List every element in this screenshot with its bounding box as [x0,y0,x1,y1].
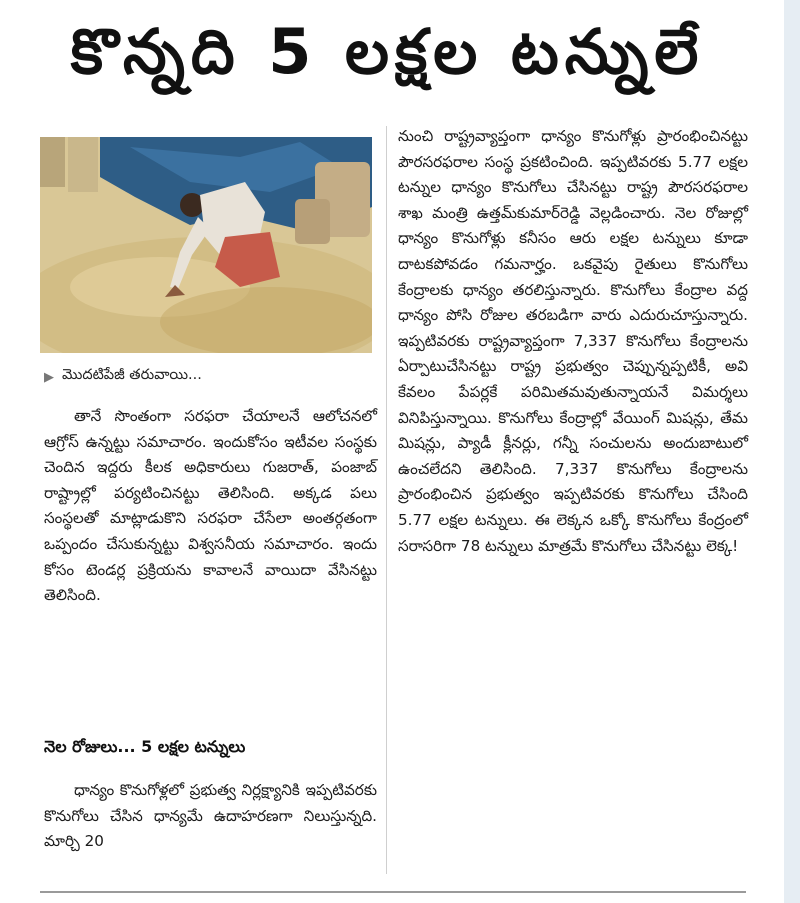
news-photo [40,137,372,353]
page-margin-strip [784,0,800,903]
subheading: నెల రోజులు... 5 లక్షల టన్నులు [44,737,246,756]
triangle-right-icon: ▶ [44,369,54,385]
body-paragraph: నుంచి రాష్ట్రవ్యాప్తంగా ధాన్యం కొనుగోళ్లు ప్రారంభించినట్టు పౌరసరఫరాల సంస్థ ప్రకటించింది. ఇప్పటివరకు 5.77 లక్షల టన్నుల ధాన్యం కొనుగోలు చేసినట్టు రాష్ట్ర పౌరసరఫరాల శాఖ మంత్రి ఉత్తమ్‌కుమార్‌రెడ్డి వెల్లడించారు. నెల రోజుల్లో ధాన్యం కొనుగోళ్లు కనీసం ఆరు లక్షల టన్నులు కూడా దాటకపోవడం గమనార్హం. ఒకవైపు రైతులు కొనుగోలు కేంద్రాలకు ధాన్యం తరలిస్తున్నారు. కొనుగోలు కేంద్రాల వద్ద ధాన్యం పోసి రోజుల తరబడిగా వారు ఎదురుచూస్తున్నారు. ఇప్పటివరకు రాష్ట్రవ్యాప్తంగా 7,337 కొనుగోలు కేంద్రాలను ఏర్పాటుచేసినట్టు రాష్ట్ర ప్రభుత్వం చెప్పున్నప్పటికీ, అవి కేవలం పేపర్లకే పరిమితమవుతున్నాయనే విమర్శలు వినిపిస్తున్నాయి. కొనుగోలు కేంద్రాల్లో వేయింగ్ మిషన్లు, తేమ మిషన్లు, ప్యాడీ క్లీనర్లు, గన్నీ సంచులను అందుబాటులో ఉంచలేదని తెలిసింది. 7,337 కొనుగోలు కేంద్రాలను ప్రారంభించిన ప్రభుత్వం ఇప్పటివరకు కొనుగోలు చేసింది 5.77 లక్షల టన్నులు. ఈ లెక్కన ఒక్కో కొనుగోలు కేంద్రంలో సరాసరిగా 78 టన్నులు మాత్రమే కొనుగోలు చేసినట్టు లెక్క! [398,127,748,555]
continued-from-front-caption [44,366,374,388]
column-divider [386,126,387,874]
body-paragraph: ధాన్యం కొనుగోళ్లలో ప్రభుత్వ నిర్లక్ష్యానికి ఇప్పటివరకు కొనుగోలు చేసిన ధాన్యమే ఉదాహరణగా నిలుస్తున్నది. మార్చి 20 [44,781,377,851]
body-paragraph: తానే సొంతంగా సరఫరా చేయాలనే ఆలోచనలో ఆగ్రోస్ ఉన్నట్టు సమాచారం. ఇందుకోసం ఇటీవల సంస్థకు చెందిన ఇద్దరు కీలక అధికారులు గుజరాత్, పంజాబ్ రాష్ట్రాల్లో పర్యటించినట్టు తెలిసింది. అక్కడ పలు సంస్థలతో మాట్లాడుకొని సరఫరా చేసేలా అంతర్గతంగా ఒప్పందం చేసుకున్నట్టు విశ్వసనీయ సమాచారం. ఇందు కోసం టెండర్ల ప్రక్రియను కావాలనే వాయిదా వేసినట్టు తెలిసింది. [44,407,377,605]
left-column-top [44,404,377,609]
caption-text: మొదటిపేజీ తరువాయి... [62,367,202,383]
farmer-drying-paddy-illustration [40,137,372,353]
right-column [398,124,748,559]
left-column-bottom [44,778,377,855]
bottom-divider [40,891,746,893]
headline: కొన్నది 5 లక్షల టన్నులే [70,15,705,88]
